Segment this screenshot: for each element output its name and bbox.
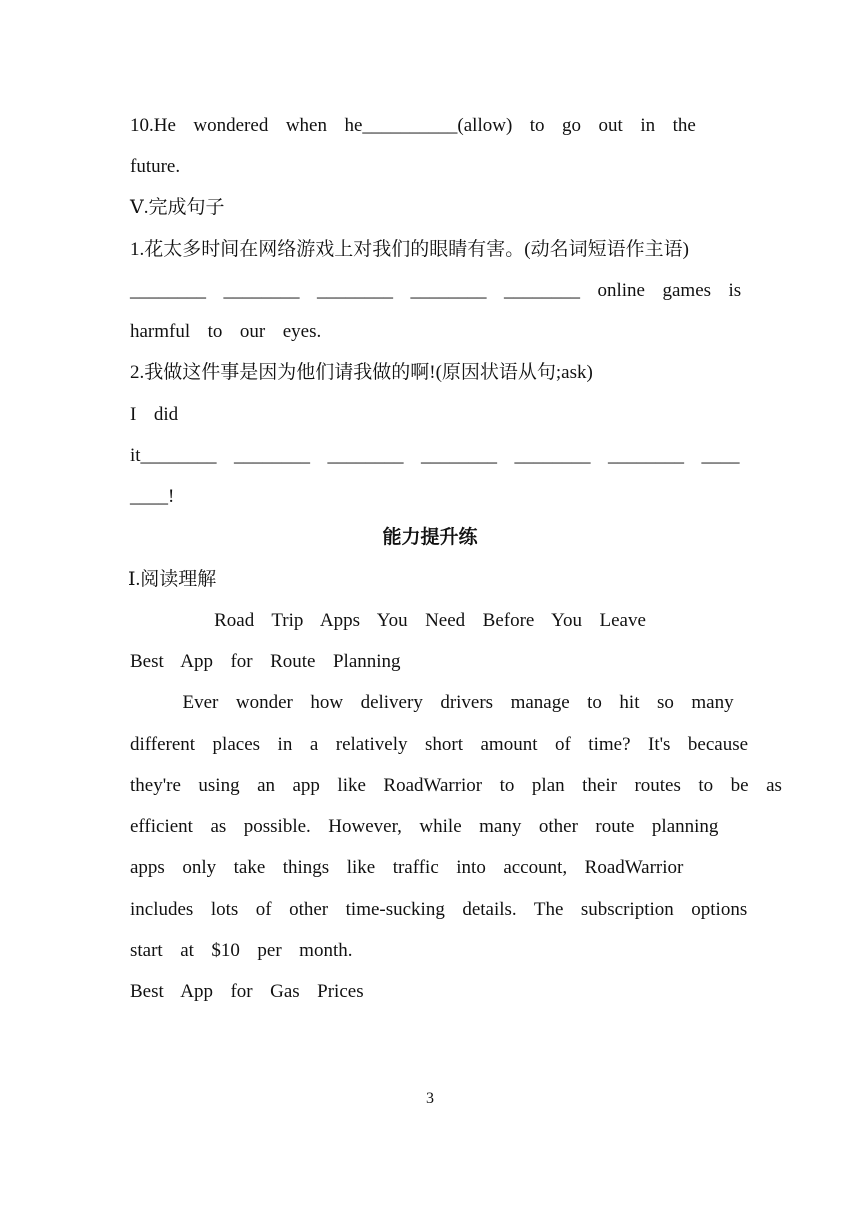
sentence-2-start: I did xyxy=(130,404,179,425)
sentence-2-blanks: it________ ________ ________ ________ ________ ________ ____ xyxy=(130,445,740,466)
passage-line: they're using an app like RoadWarrior to plan their routes to be as xyxy=(130,775,782,796)
subheading-gas-prices: Best App for Gas Prices xyxy=(130,981,364,1002)
subheading-route-planning: Best App for Route Planning xyxy=(130,651,401,672)
section-v-heading: Ⅴ.完成句子 xyxy=(130,197,225,218)
section-i-heading: Ⅰ.阅读理解 xyxy=(128,569,217,590)
question-10-line2: future. xyxy=(130,156,181,177)
passage-line: start at $10 per month. xyxy=(130,940,353,961)
passage-line: includes lots of other time-sucking details. The subscription options xyxy=(130,899,748,920)
sentence-1-blanks: ________ ________ ________ ________ ________ online games is xyxy=(130,280,742,301)
sentence-1-ending: harmful to our eyes. xyxy=(130,321,322,342)
question-10-line1: 10.He wondered when he__________(allow) to go out in the xyxy=(130,115,696,136)
passage-line: efficient as possible. However, while many other route planning xyxy=(130,816,719,837)
section-heading: 能力提升练 xyxy=(382,527,478,548)
page-number: 3 xyxy=(426,1090,434,1107)
passage-title: Road Trip Apps You Need Before You Leave xyxy=(214,610,646,631)
sentence-1-prompt: 1.花太多时间在网络游戏上对我们的眼睛有害。(动名词短语作主语) xyxy=(130,239,689,260)
passage-line: apps only take things like traffic into account, RoadWarrior xyxy=(130,857,684,878)
sentence-2-prompt: 2.我做这件事是因为他们请我做的啊!(原因状语从句;ask) xyxy=(130,362,593,383)
passage-line: Ever wonder how delivery drivers manage to hit so many xyxy=(130,692,734,713)
sentence-2-ending: ____! xyxy=(130,486,175,507)
passage-line: different places in a relatively short amount of time? It's because xyxy=(130,734,749,755)
